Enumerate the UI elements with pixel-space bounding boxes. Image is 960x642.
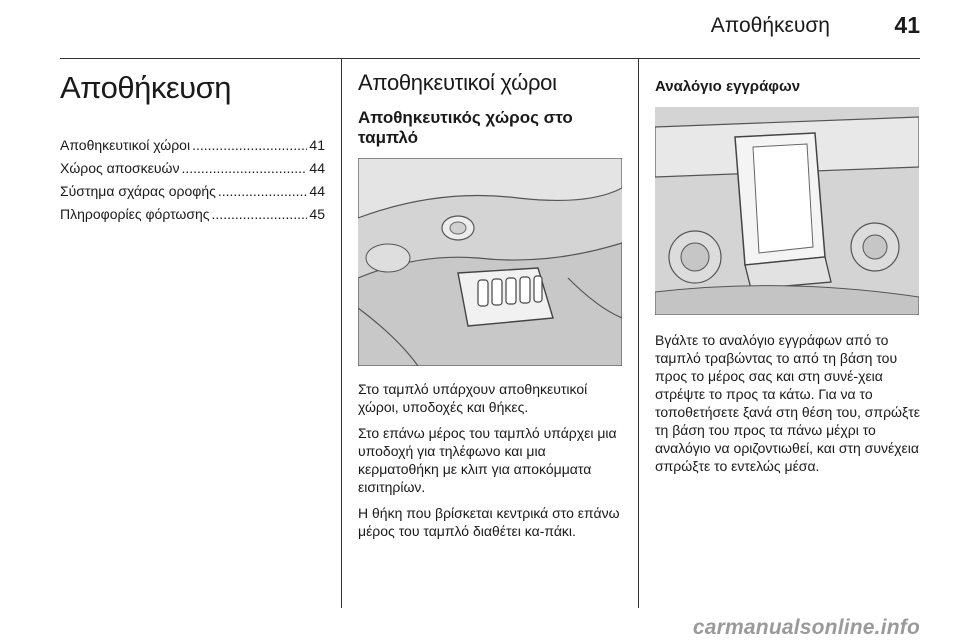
toc-page: 45 [309, 206, 325, 222]
toc-entry[interactable] [60, 203, 325, 226]
toc-label: Σύστημα σχάρας οροφής [60, 183, 216, 199]
paragraph: Στο επάνω μέρος του ταμπλό υπάρχει μια υποδοχή για τηλέφωνο και μια κερματοθήκη με κλιπ για αποκόμματα εισιτηρίων. [358, 425, 617, 495]
column-storage [358, 70, 623, 540]
chapter-title: Αποθήκευση [60, 70, 231, 105]
toc-label: Αποθηκευτικοί χώροι [60, 137, 191, 153]
column-divider-1 [341, 58, 342, 608]
toc-entry[interactable] [60, 180, 325, 203]
toc-entry[interactable] [60, 134, 325, 157]
page-number: 41 [894, 12, 920, 38]
paragraph: Στο ταμπλό υπάρχουν αποθηκευτικοί χώροι, υποδοχές και θήκες. [358, 381, 588, 415]
toc-leader [181, 157, 307, 180]
dashboard-drawing [358, 158, 622, 366]
subsection-heading: Αναλόγιο εγγράφων [655, 78, 801, 95]
column-document-holder [655, 78, 923, 475]
toc-page: 44 [309, 183, 325, 199]
header-rule [60, 58, 920, 59]
toc-leader [218, 180, 308, 203]
toc-leader [212, 203, 308, 226]
subsection-heading: Αποθηκευτικός χώρος στο ταμπλό [358, 108, 573, 147]
toc-page: 41 [309, 137, 325, 153]
page-header-title: Αποθήκευση [710, 14, 830, 37]
paragraph: Η θήκη που βρίσκεται κεντρικά στο επάνω μέρος του ταμπλό διαθέτει κα-πάκι. [358, 505, 620, 539]
toc-leader [192, 134, 307, 157]
document-holder-drawing [655, 107, 919, 315]
dashboard-storage-illustration [358, 158, 622, 366]
section-heading: Αποθηκευτικοί χώροι [358, 70, 557, 95]
toc-label: Χώρος αποσκευών [60, 160, 180, 176]
toc-label: Πληροφορίες φόρτωσης [60, 206, 210, 222]
toc-entry[interactable] [60, 157, 325, 180]
document-holder-illustration [655, 107, 919, 315]
table-of-contents [60, 134, 325, 226]
column-toc [60, 70, 325, 226]
toc-page: 44 [309, 160, 325, 176]
column-divider-2 [638, 58, 639, 608]
paragraph: Βγάλτε το αναλόγιο εγγράφων από το ταμπλό τραβώντας το από τη βάση του προς το μέρος σας και στη συνέ-χεια στρέψτε το προς τα κάτω. Για να το τοποθετήσετε ξανά στη θέση του, σπρώξτε τη βάση του προς τα πάνω μέχρι το αναλόγιο να οριζοντιωθεί, και στη συνέχεια σπρώξτε το εντελώς μέσα. [655, 332, 921, 474]
watermark: carmanualsonline.info [692, 616, 920, 639]
